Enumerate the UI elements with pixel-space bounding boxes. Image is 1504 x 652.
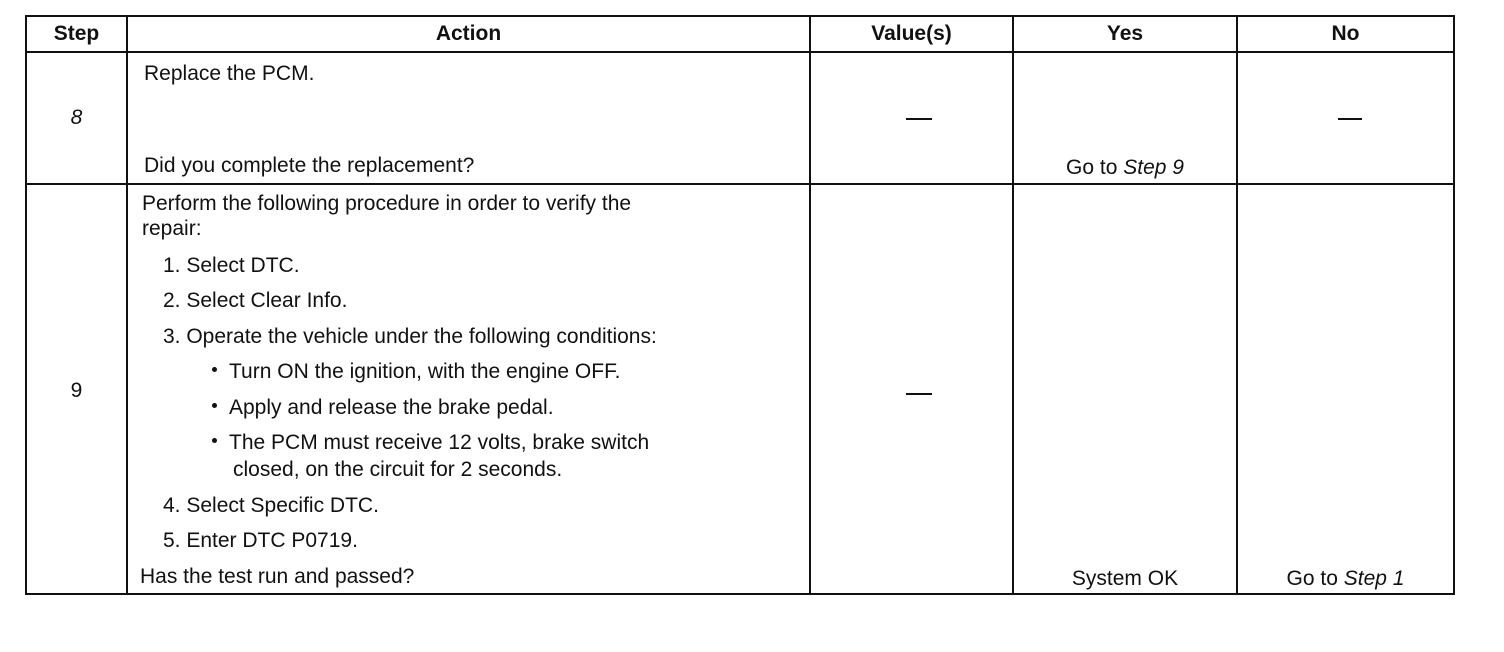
action-question: Has the test run and passed? <box>140 565 415 588</box>
empty-value-dash <box>906 118 932 120</box>
no-cell <box>1238 185 1453 595</box>
value-cell <box>811 53 1014 183</box>
table-header-row <box>27 17 1453 53</box>
yes-cell <box>1014 53 1238 183</box>
header-no: No <box>1331 22 1360 45</box>
condition-bullet <box>212 430 649 456</box>
header-yes: Yes <box>1014 17 1238 51</box>
empty-no-dash <box>1338 118 1362 120</box>
step-cell <box>27 53 128 183</box>
empty-value-dash <box>906 393 932 395</box>
procedure-step: 4. Select Specific DTC. <box>163 494 379 517</box>
action-intro-line2: repair: <box>142 217 202 240</box>
table-row <box>27 53 1453 185</box>
yes-step-ref: Step 9 <box>1123 156 1184 179</box>
procedure-step: 5. Enter DTC P0719. <box>163 529 358 552</box>
yes-cell <box>1014 185 1238 595</box>
header-step: Step <box>27 17 128 51</box>
bullet-icon <box>212 367 217 372</box>
header-values: Value(s) <box>811 17 1014 51</box>
action-cell <box>128 53 811 183</box>
step-number: 9 <box>70 379 83 402</box>
bullet-icon <box>212 438 217 443</box>
no-cell <box>1238 53 1453 183</box>
condition-bullet-continued: closed, on the circuit for 2 seconds. <box>233 458 563 481</box>
bullet-text: Apply and release the brake pedal. <box>229 396 554 419</box>
bullet-icon <box>212 403 217 408</box>
yes-prefix: Go to <box>1066 156 1118 179</box>
no-result <box>1238 566 1453 592</box>
diagnostic-table <box>25 15 1455 595</box>
procedure-step: 1. Select DTC. <box>163 254 300 277</box>
procedure-step: 2. Select Clear Info. <box>163 289 348 312</box>
step-cell <box>27 185 128 595</box>
condition-bullet <box>212 395 554 421</box>
action-cell <box>128 185 811 595</box>
condition-bullet <box>212 359 620 385</box>
header-action: Action <box>128 17 811 51</box>
yes-result <box>1014 155 1236 181</box>
no-prefix: Go to <box>1286 567 1338 590</box>
table-row <box>27 185 1453 595</box>
yes-result: System OK <box>1071 567 1179 590</box>
bullet-text: The PCM must receive 12 volts, brake switch <box>229 431 650 454</box>
action-text: Replace the PCM. <box>144 62 315 85</box>
bullet-text: Turn ON the ignition, with the engine OFF. <box>229 360 621 383</box>
action-intro-line1: Perform the following procedure in order to verify the <box>142 192 632 215</box>
no-step-ref: Step 1 <box>1343 567 1405 590</box>
procedure-step: 3. Operate the vehicle under the following conditions: <box>163 325 657 348</box>
value-cell <box>811 185 1014 595</box>
step-number: 8 <box>70 106 83 129</box>
action-question: Did you complete the replacement? <box>144 154 475 177</box>
